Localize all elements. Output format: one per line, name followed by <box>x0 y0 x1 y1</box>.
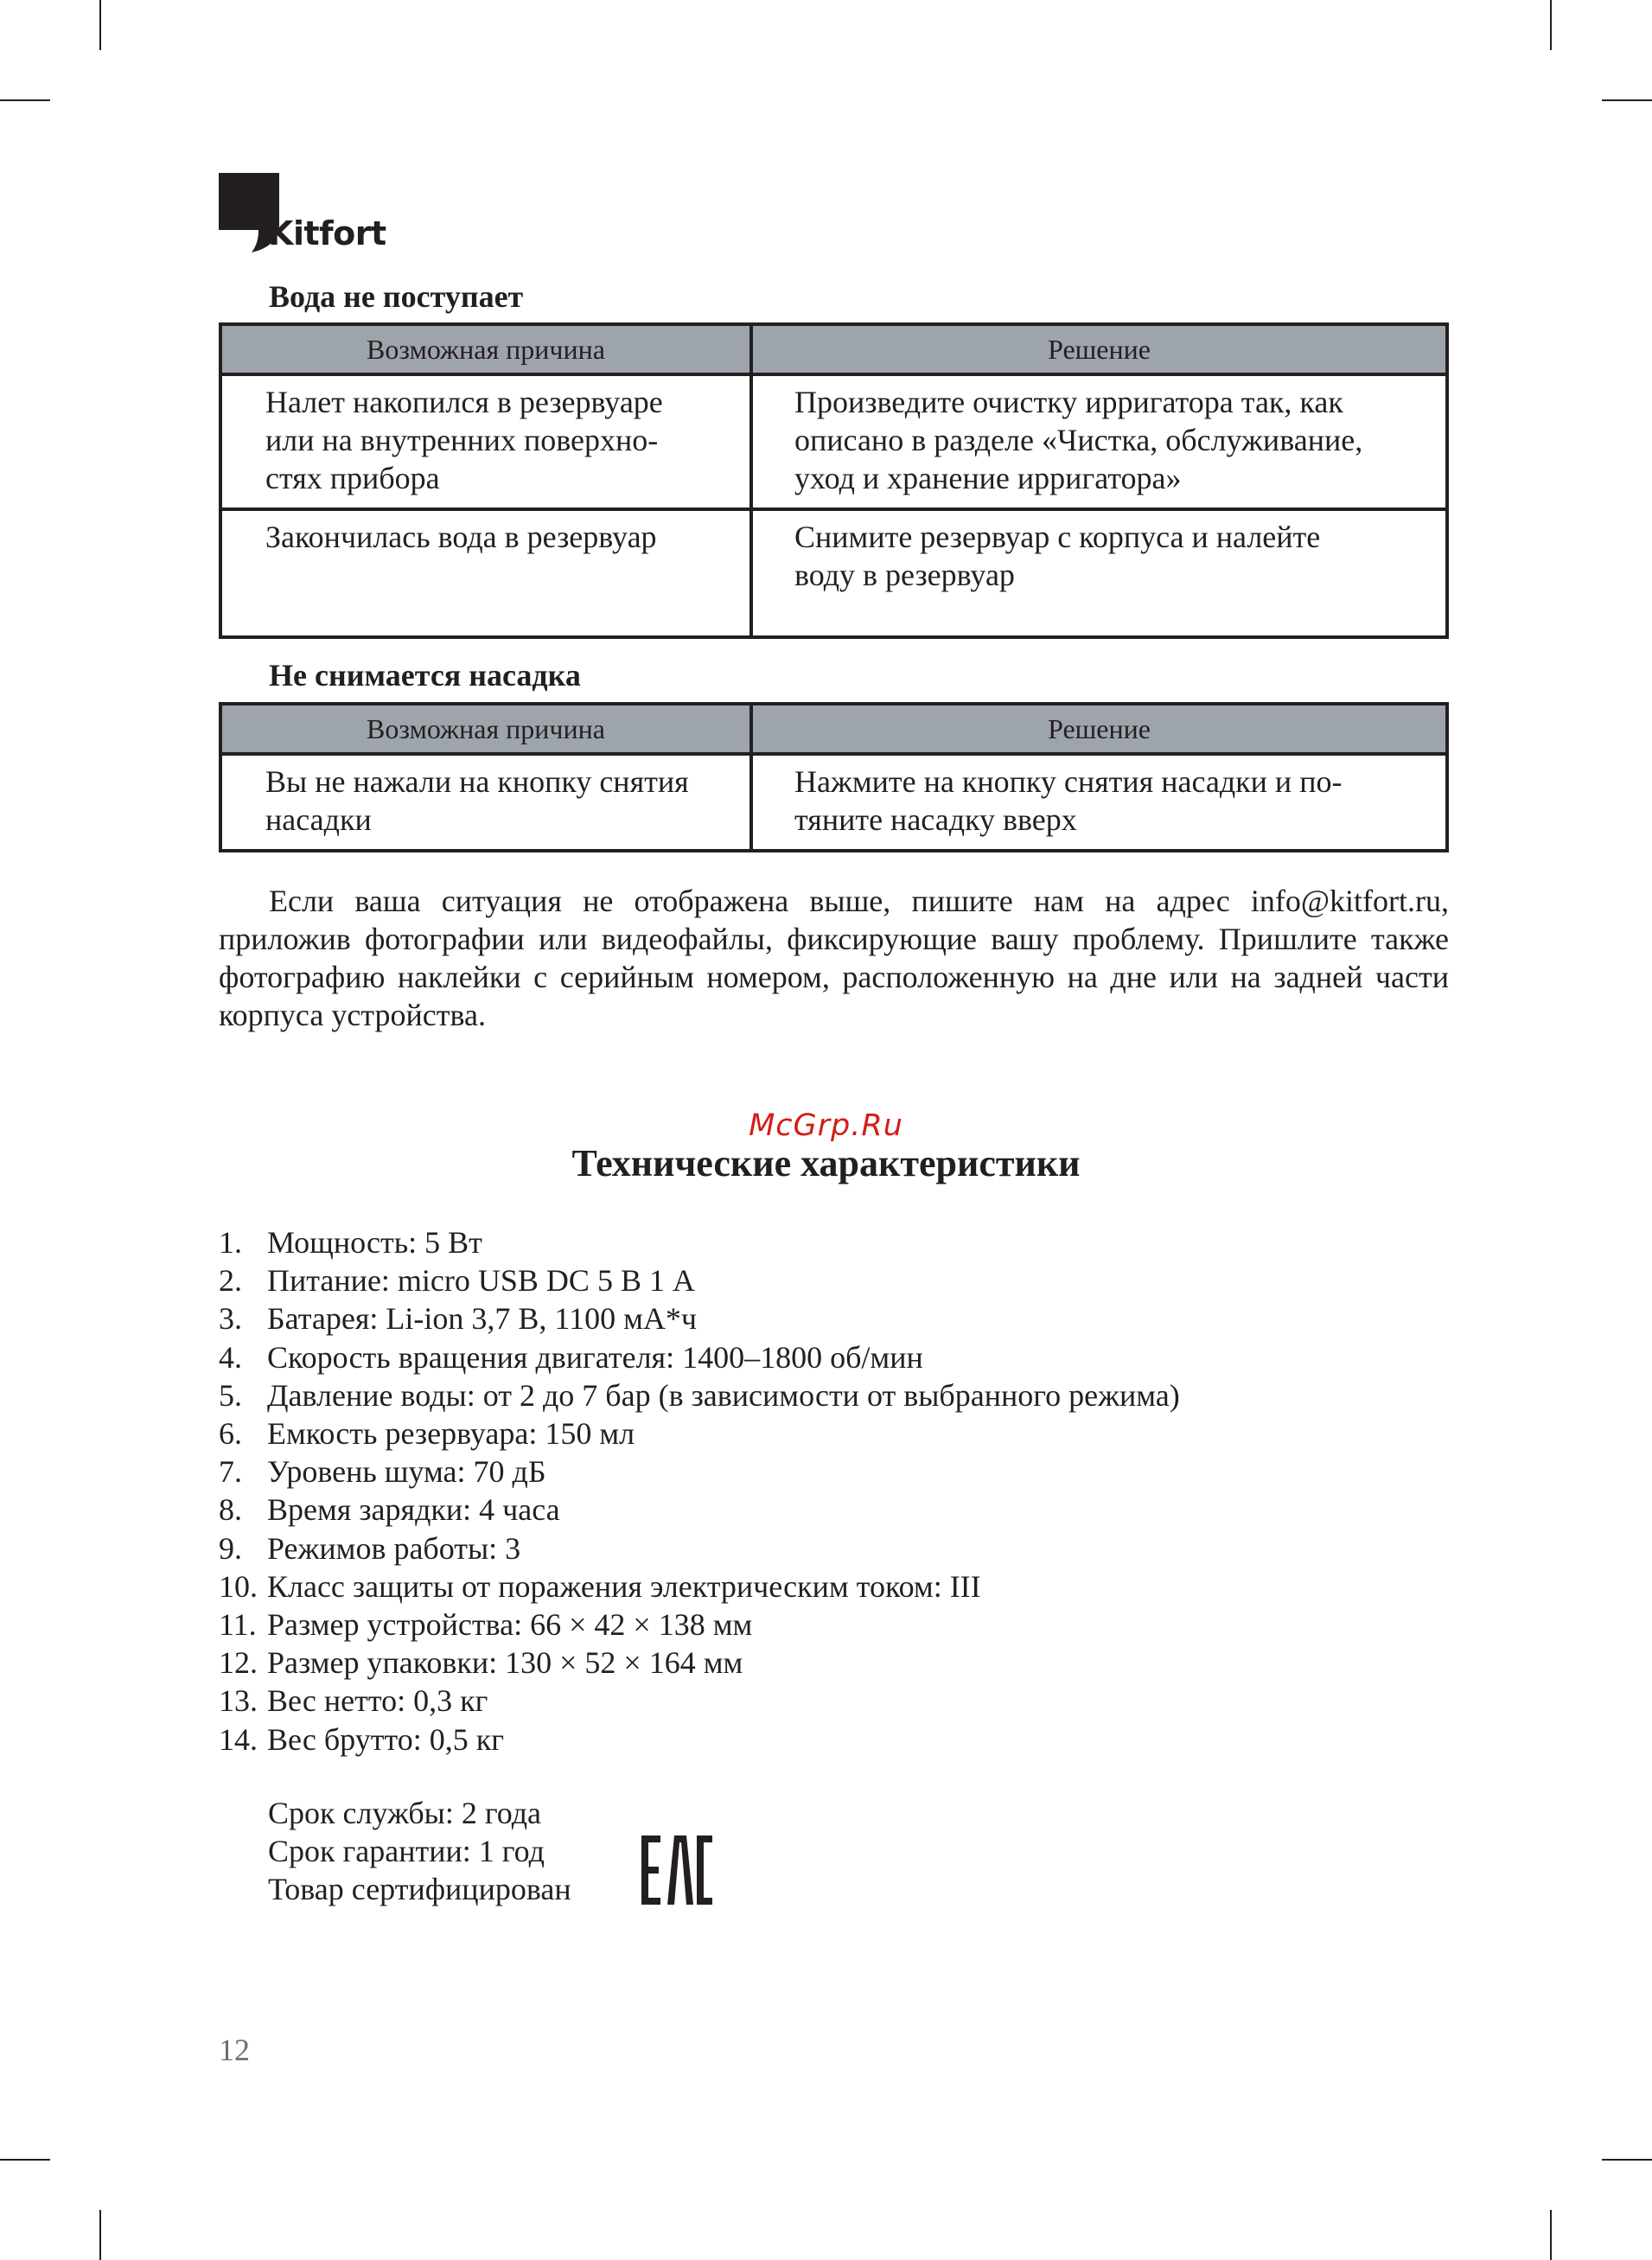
list-item: 11. Размер устройства: 66 × 42 × 138 мм <box>219 1607 753 1643</box>
crop-mark <box>0 2159 50 2161</box>
list-item: 1. Мощность: 5 Вт <box>219 1225 482 1260</box>
list-item: 10. Класс защиты от поражения электрическим током: III <box>219 1568 981 1604</box>
column-header-solution: Решение <box>751 324 1447 374</box>
crop-mark <box>1602 2159 1652 2161</box>
crop-mark <box>1602 99 1652 101</box>
table-row <box>220 509 1447 637</box>
solution-cell: Произведите очистку ирригатора так, как описано в разделе «Чистка, обслуживание, уход и хранение ирригатора» <box>751 374 1447 509</box>
list-item: 8. Время зарядки: 4 часа <box>219 1492 560 1528</box>
cause-cell: Налет накопился в резервуаре или на внутренних поверхно- стях прибора <box>220 374 751 509</box>
list-item: 6. Емкость резервуара: 150 мл <box>219 1416 635 1452</box>
crop-mark <box>0 99 50 101</box>
crop-mark <box>99 0 101 50</box>
section-title: Вода не поступает <box>269 279 524 314</box>
list-item: 9. Режимов работы: 3 <box>219 1530 521 1566</box>
table-row <box>220 754 1447 851</box>
service-life: Срок службы: 2 года <box>268 1796 542 1830</box>
list-item: 4. Скорость вращения двигателя: 1400–1800 об/мин <box>219 1339 923 1375</box>
cause-cell: Вы не нажали на кнопку снятия насадки <box>220 754 751 851</box>
list-item: 13. Вес нетто: 0,3 кг <box>219 1683 488 1719</box>
watermark: McGrp.Ru <box>749 1108 903 1143</box>
crop-mark <box>1550 2210 1552 2260</box>
page-number: 12 <box>219 2033 250 2067</box>
solution-cell: Снимите резервуар с корпуса и налейте воду в резервуар <box>751 509 1447 637</box>
list-item: 12. Размер упаковки: 130 × 52 × 164 мм <box>219 1645 743 1681</box>
warranty: Срок гарантии: 1 год <box>268 1834 545 1868</box>
list-item: 2. Питание: micro USB DC 5 В 1 А <box>219 1263 695 1299</box>
crop-mark <box>99 2210 101 2260</box>
column-header-cause: Возможная причина <box>220 324 751 374</box>
certification-text: Товар сертифицирован <box>268 1872 571 1906</box>
contact-paragraph: Если ваша ситуация не отображена выше, пишите нам на адрес info@kitfort.ru, приложив фотографии или видеофайлы, фиксирующие вашу проблему. Пришлите также фотографию наклейки с серийным номером, расположенную на дне или на задней части корпуса устройства. <box>219 884 1449 1032</box>
crop-mark <box>1550 0 1552 50</box>
list-item: 7. Уровень шума: 70 дБ <box>219 1454 546 1490</box>
troubleshooting-table <box>219 702 1449 852</box>
column-header-cause: Возможная причина <box>220 704 751 754</box>
cause-cell: Закончилась вода в резервуар <box>220 509 751 637</box>
list-item: 3. Батарея: Li-ion 3,7 В, 1100 мА*ч <box>219 1301 697 1337</box>
eac-certification-icon <box>641 1835 712 1909</box>
section-title: Не снимается насадка <box>269 658 581 693</box>
list-item: 14. Вес брутто: 0,5 кг <box>219 1721 504 1757</box>
column-header-solution: Решение <box>751 704 1447 754</box>
brand-name: Kitfort <box>268 214 386 252</box>
specifications-list <box>219 1223 1180 1759</box>
service-info <box>268 1794 571 1908</box>
troubleshooting-table <box>219 322 1449 639</box>
section-heading: Технические характеристики <box>571 1142 1081 1184</box>
list-item: 5. Давление воды: от 2 до 7 бар (в зависимости от выбранного режима) <box>219 1377 1180 1413</box>
solution-cell: Нажмите на кнопку снятия насадки и по- тяните насадку вверх <box>751 754 1447 851</box>
table-row <box>220 374 1447 509</box>
